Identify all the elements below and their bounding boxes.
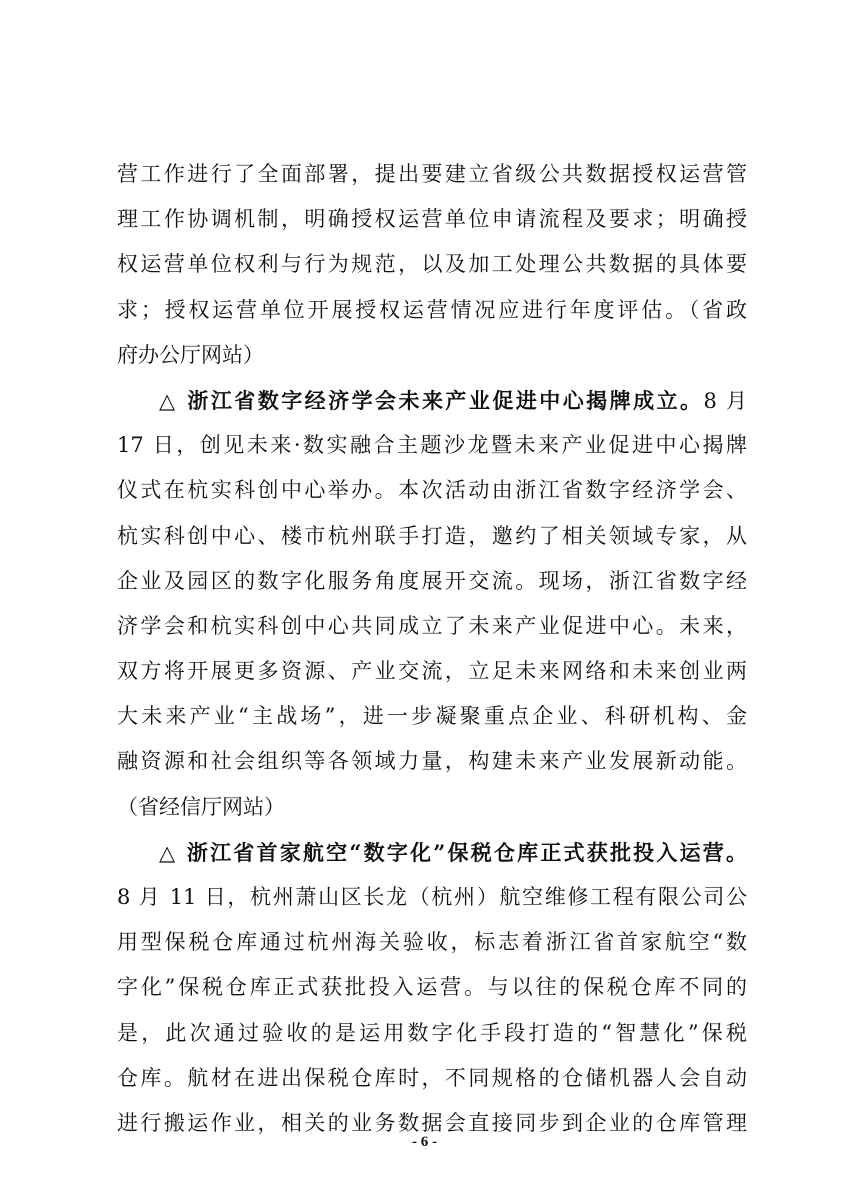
text-line: 双方将开展更多资源、产业交流，立足未来网络和未来创业两 xyxy=(117,659,747,684)
text-line: 融资源和社会组织等各领域力量，构建未来产业发展新动能。 xyxy=(117,749,747,774)
text-line: 用型保税仓库通过杭州海关验收，标志着浙江省首家航空“数 xyxy=(117,930,747,955)
heading-line-tail: 8 月 xyxy=(703,388,747,413)
text-line: 字化”保税仓库正式获批投入运营。与以往的保税仓库不同的 xyxy=(117,975,747,1000)
text-line: 营工作进行了全面部署，提出要建立省级公共数据授权运营管 xyxy=(117,162,747,186)
news-item-heading-line xyxy=(117,378,747,423)
text-line: 是，此次通过验收的是运用数字化手段打造的“智慧化”保税 xyxy=(117,1020,747,1045)
text-line: 仪式在杭实科创中心举办。本次活动由浙江省数字经济学会、 xyxy=(117,478,747,503)
text-line: 大未来产业“主战场”，进一步凝聚重点企业、科研机构、金 xyxy=(117,704,747,729)
news-item-heading: △ 浙江省首家航空“数字化”保税仓库正式获批投入运营。 xyxy=(159,839,747,865)
text-line: 济学会和杭实科创中心共同成立了未来产业促进中心。未来， xyxy=(117,613,747,638)
text-line: 府办公厅网站） xyxy=(117,342,264,367)
body-text xyxy=(117,152,747,1146)
text-line: 仓库。航材在进出保税仓库时，不同规格的仓储机器人会自动 xyxy=(117,1065,747,1090)
text-line: 求；授权运营单位开展授权运营情况应进行年度评估。（省政 xyxy=(117,297,747,322)
news-item-heading-line xyxy=(117,830,747,875)
text-line: 企业及园区的数字化服务角度展开交流。现场，浙江省数字经 xyxy=(117,568,747,593)
text-line: 17 日，创见未来·数实融合主题沙龙暨未来产业促进中心揭牌 xyxy=(117,433,747,458)
text-line: 进行搬运作业，相关的业务数据会直接同步到企业的仓库管理 xyxy=(117,1110,747,1135)
text-line: 理工作协调机制，明确授权运营单位申请流程及要求；明确授 xyxy=(117,207,747,232)
news-item-heading: △ 浙江省数字经济学会未来产业促进中心揭牌成立。 xyxy=(159,387,704,413)
text-line: （省经信厅网站） xyxy=(117,794,285,819)
text-line: 权运营单位权利与行为规范，以及加工处理公共数据的具体要 xyxy=(117,252,747,277)
page-number: - 6 - xyxy=(412,1134,437,1150)
text-line: 8 月 11 日，杭州萧山区长龙（杭州）航空维修工程有限公司公 xyxy=(117,885,747,909)
text-line: 杭实科创中心、楼市杭州联手打造，邀约了相关领域专家，从 xyxy=(117,523,747,548)
